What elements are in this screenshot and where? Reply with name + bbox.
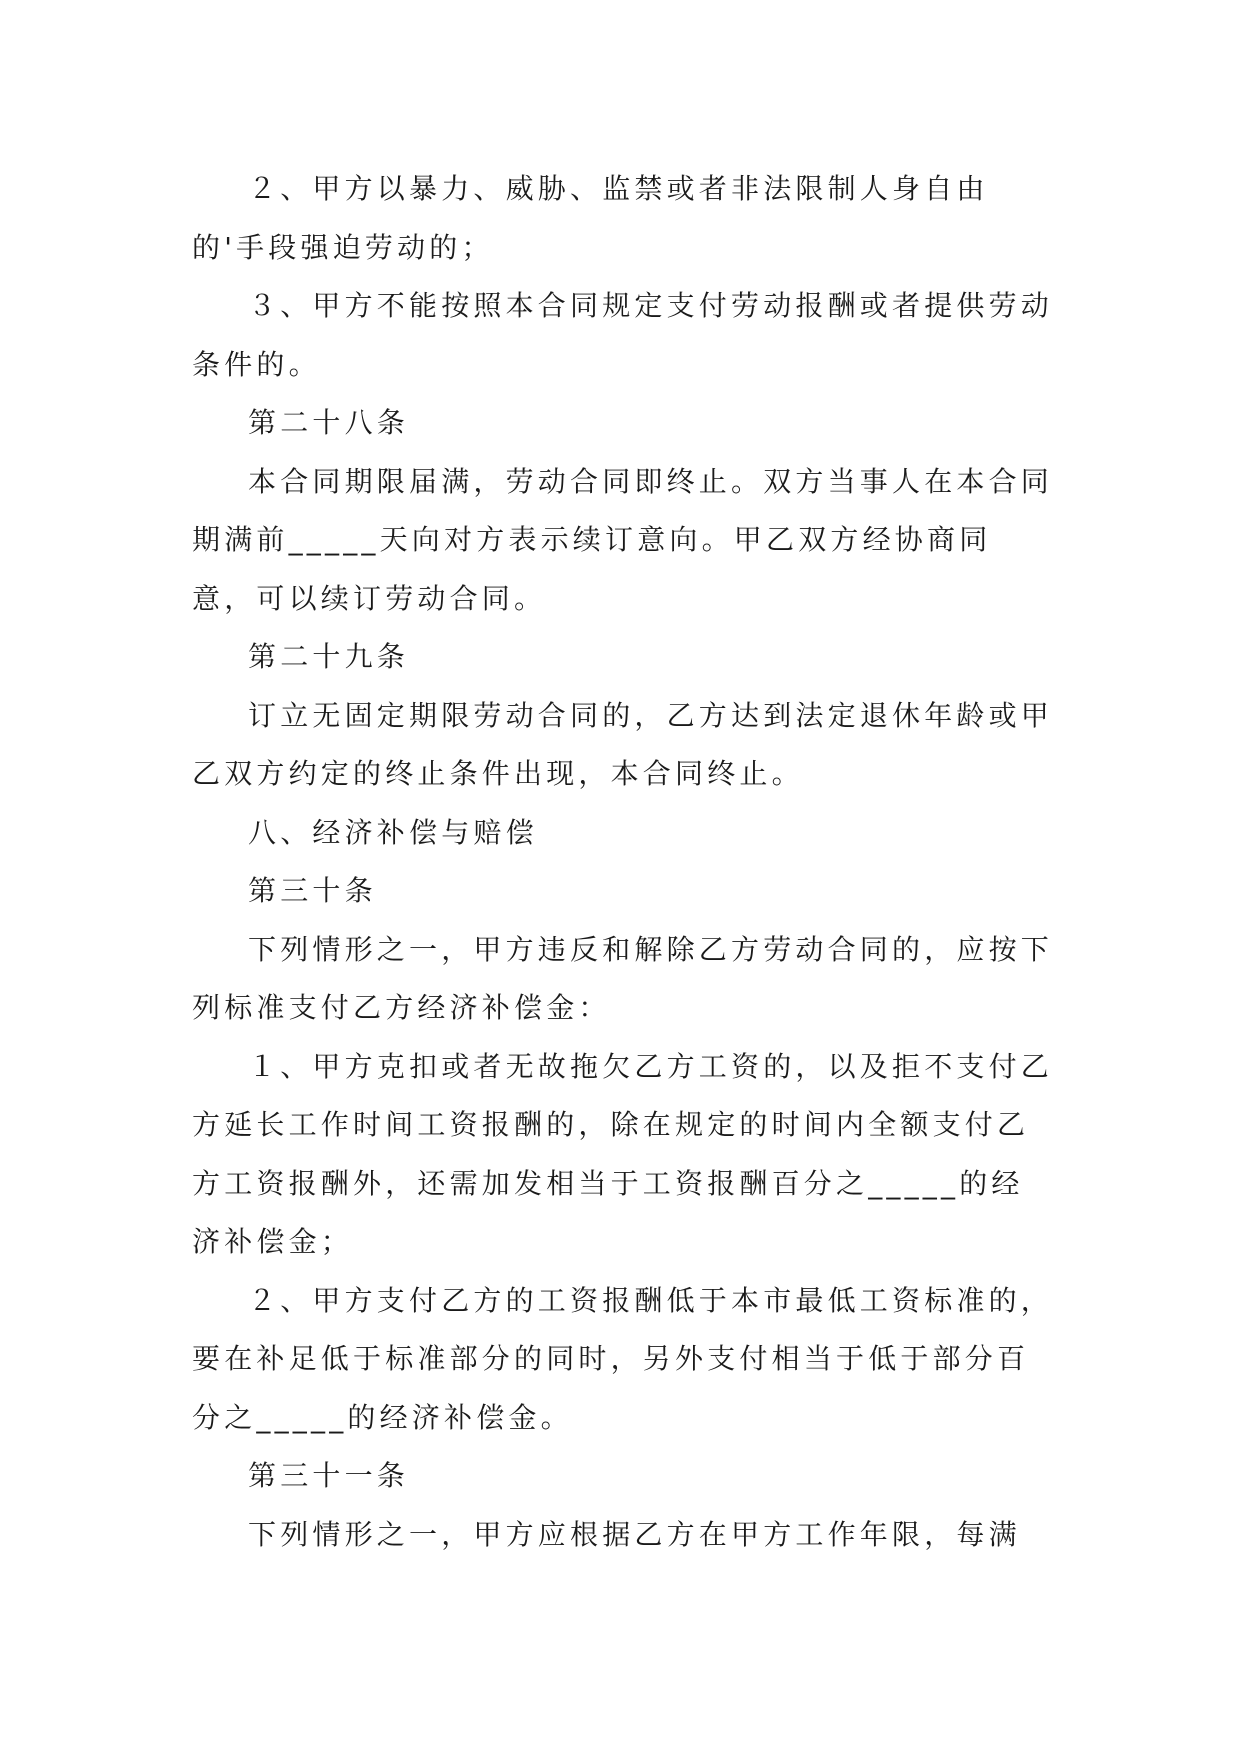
article-heading-31: 第三十一条 <box>248 1459 410 1492</box>
paragraph-article-30: 下列情形之一，甲方违反和解除乙方劳动合同的，应按下列标准支付乙方经济补偿金： <box>192 932 1054 1024</box>
paragraph-clause-30-2: ２、甲方支付乙方的工资报酬低于本市最低工资标准的，要在补足低于标准部分的同时，另外支付相当于低于部分百分之_____的经济补偿金。 <box>192 1283 1054 1434</box>
document-page <box>192 160 1054 1564</box>
paragraph-clause-3: ３、甲方不能按照本合同规定支付劳动报酬或者提供劳动条件的。 <box>192 289 1054 381</box>
paragraph-article-29: 订立无固定期限劳动合同的，乙方达到法定退休年龄或甲乙双方约定的终止条件出现，本合同终止。 <box>192 698 1054 790</box>
paragraph-article-31: 下列情形之一，甲方应根据乙方在甲方工作年限，每满 <box>248 1517 1021 1551</box>
paragraph-clause-2: ２、甲方以暴力、威胁、监禁或者非法限制人身自由的'手段强迫劳动的； <box>192 172 989 264</box>
article-heading-30: 第三十条 <box>248 874 377 907</box>
article-heading-28: 第二十八条 <box>248 406 410 439</box>
paragraph-clause-30-1: １、甲方克扣或者无故拖欠乙方工资的，以及拒不支付乙方延长工作时间工资报酬的，除在规定的时间内全额支付乙方工资报酬外，还需加发相当于工资报酬百分之_____的经济补偿金； <box>192 1049 1054 1258</box>
section-heading-compensation: 八、经济补偿与赔偿 <box>248 815 538 849</box>
paragraph-article-28: 本合同期限届满，劳动合同即终止。双方当事人在本合同期满前_____天向对方表示续订意向。甲乙双方经协商同意，可以续订劳动合同。 <box>192 464 1054 615</box>
article-heading-29: 第二十九条 <box>248 640 410 673</box>
